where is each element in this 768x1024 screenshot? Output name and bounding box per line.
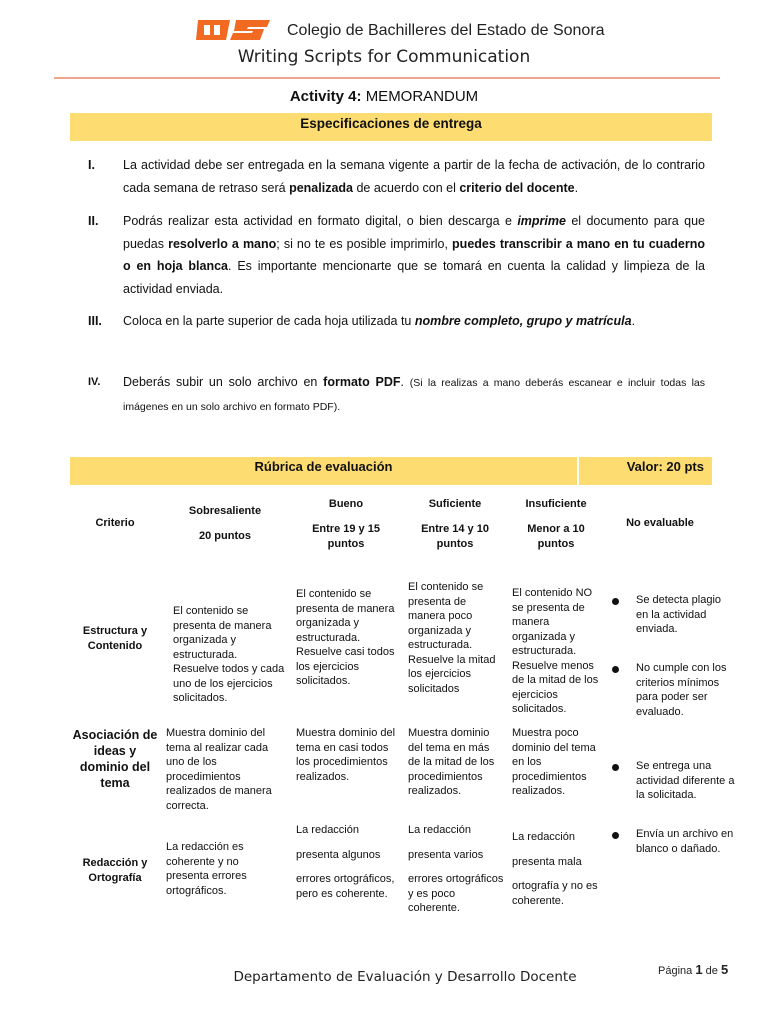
header-insuficiente bbox=[510, 497, 602, 552]
instruction-bold-italic: imprime bbox=[517, 214, 566, 228]
instruction-number: I. bbox=[88, 158, 95, 172]
instruction-number: IV. bbox=[88, 376, 101, 388]
instruction-2 bbox=[123, 210, 705, 300]
instruction-text: de acuerdo con el bbox=[353, 180, 460, 195]
no-evaluable-item bbox=[636, 593, 736, 637]
criterion-asociacion: Asociación de ideas y dominio del tema bbox=[72, 728, 158, 790]
header-level-name: Insuficiente bbox=[525, 498, 587, 510]
instruction-text: La actividad debe ser entregada en la semana vigente a partir de la fecha de activación, de lo contrario cada semana de retraso será bbox=[123, 158, 705, 195]
header-level-name: Suficiente bbox=[428, 498, 482, 510]
cell-line: La redacción bbox=[408, 824, 471, 836]
cell-redaccion-sobresaliente: La redacción es coherente y no presenta errores ortográficos. bbox=[166, 841, 247, 897]
rubric-banner-divider bbox=[577, 457, 579, 485]
header-criterio: Criterio bbox=[95, 517, 135, 529]
instruction-text: . bbox=[400, 375, 410, 389]
criterion-redaccion: Redacción y Ortografía bbox=[82, 857, 148, 884]
instruction-number: II. bbox=[88, 214, 99, 228]
bullet-icon bbox=[612, 764, 619, 771]
criterion-estructura: Estructura y Contenido bbox=[82, 625, 148, 652]
page-word: Página bbox=[658, 965, 693, 977]
cell-estructura-bueno: El contenido se presenta de manera organizada y estructurada. Resuelve casi todos los ejercicios solicitados. bbox=[296, 588, 395, 687]
cell-estructura-suficiente: El contenido se presenta de manera poco organizada y estructurada. Resuelve la mitad los ejercicios solicitados bbox=[408, 581, 496, 695]
cell-line: La redacción bbox=[512, 831, 575, 843]
no-evaluable-item bbox=[636, 759, 736, 803]
bullet-icon bbox=[612, 832, 619, 839]
cell-redaccion-suficiente bbox=[408, 823, 504, 926]
instruction-3 bbox=[123, 310, 705, 333]
header-level-name: Sobresaliente bbox=[188, 505, 262, 517]
instruction-number: III. bbox=[88, 314, 102, 328]
instruction-4 bbox=[123, 371, 705, 418]
cell-redaccion-insuficiente bbox=[512, 830, 604, 918]
header-level-points: Entre 14 y 10 puntos bbox=[421, 523, 489, 550]
page-number bbox=[658, 962, 728, 977]
no-evaluable-text: Se detecta plagio en la actividad enviada. bbox=[636, 594, 722, 635]
cell-estructura-sobresaliente: El contenido se presenta de manera organizada y estructurada. Resuelve todos y cada uno de los ejercicios solicitados. bbox=[173, 605, 285, 704]
instruction-bold: criterio del docente bbox=[459, 180, 575, 195]
instruction-text: Podrás realizar esta actividad en formato digital, o bien descarga e bbox=[123, 214, 518, 228]
course-title: Writing Scripts for Communication bbox=[237, 47, 531, 67]
rubric-value: Valor: 20 pts bbox=[626, 459, 704, 474]
instruction-bold: formato PDF bbox=[323, 375, 401, 389]
instruction-text: . bbox=[631, 314, 636, 328]
cell-line: errores ortográficos y es poco coherente. bbox=[408, 873, 504, 914]
activity-label: Activity 4: bbox=[289, 88, 362, 105]
no-evaluable-text: No cumple con los criterios mínimos para poder ser evaluado. bbox=[636, 662, 727, 718]
cell-asociacion-suficiente: Muestra dominio del tema en más de la mitad de los procedimientos realizados. bbox=[408, 727, 495, 797]
cell-line: errores ortográficos, pero es coherente. bbox=[296, 873, 395, 900]
instruction-text: el documento para que puedas bbox=[123, 214, 705, 251]
instruction-text: . Es importante mencionarte que se tomará en cuenta la calidad y limpieza de la actividad enviada. bbox=[123, 259, 706, 296]
page-current: 1 bbox=[695, 962, 703, 977]
header-sobresaliente bbox=[166, 504, 284, 544]
instruction-text: Coloca en la parte superior de cada hoja utilizada tu bbox=[123, 314, 415, 328]
page-of-word: de bbox=[705, 965, 718, 977]
footer-department: Departamento de Evaluación y Desarrollo Docente bbox=[233, 969, 577, 985]
instruction-bold-italic: nombre completo, grupo y matrícula bbox=[414, 314, 632, 328]
cell-estructura-insuficiente: El contenido NO se presenta de manera organizada y estructurada. Resuelve menos de la mitad de los ejercicios solicitados. bbox=[512, 587, 599, 715]
cell-asociacion-bueno: Muestra dominio del tema en casi todos los procedimientos realizados. bbox=[296, 727, 396, 783]
instruction-text: ; si no te es posible imprimirlo, bbox=[276, 236, 453, 251]
spec-title: Especificaciones de entrega bbox=[300, 116, 482, 131]
school-name: Colegio de Bachilleres del Estado de Sonora bbox=[287, 22, 605, 39]
cell-line: presenta varios bbox=[408, 848, 484, 861]
cell-asociacion-sobresaliente: Muestra dominio del tema al realizar cada uno de los procedimientos realizados de manera correcta. bbox=[166, 727, 272, 812]
instruction-text: . bbox=[574, 180, 579, 195]
bullet-icon bbox=[612, 598, 619, 605]
cbs-logo-mark bbox=[196, 16, 270, 44]
instruction-bold: resolverlo a mano bbox=[168, 236, 277, 251]
instruction-note: (Si la realizas a mano deberás escanear e incluir todas las imágenes en un solo archivo en formato PDF). bbox=[123, 377, 706, 413]
instruction-bold: penalizada bbox=[289, 180, 353, 195]
header-level-points: 20 puntos bbox=[199, 530, 251, 542]
cell-line: presenta algunos bbox=[296, 848, 381, 861]
header-no-evaluable: No evaluable bbox=[626, 517, 694, 529]
rubric-title: Rúbrica de evaluación bbox=[254, 459, 393, 474]
no-evaluable-text: Envía un archivo en blanco o dañado. bbox=[636, 828, 734, 855]
no-evaluable-text: Se entrega una actividad diferente a la solicitada. bbox=[636, 760, 735, 801]
cell-line: La redacción bbox=[296, 824, 359, 836]
header-level-points: Menor a 10 puntos bbox=[527, 523, 585, 550]
header-level-name: Bueno bbox=[328, 498, 364, 510]
header-suficiente bbox=[405, 497, 505, 552]
cell-asociacion-insuficiente: Muestra poco dominio del tema en los procedimientos realizados. bbox=[512, 727, 596, 797]
activity-name: MEMORANDUM bbox=[365, 88, 479, 105]
no-evaluable-item bbox=[636, 827, 736, 856]
instruction-text: Deberás subir un solo archivo en bbox=[123, 375, 324, 389]
instruction-bold: puedes transcribir a mano en tu cuaderno o en hoja blanca bbox=[123, 236, 705, 273]
header-divider bbox=[54, 77, 720, 79]
header-level-points: Entre 19 y 15 puntos bbox=[312, 523, 380, 550]
cbs-logo bbox=[196, 16, 270, 44]
no-evaluable-list bbox=[636, 0, 736, 1024]
bullet-icon bbox=[612, 666, 619, 673]
instruction-1 bbox=[123, 154, 705, 199]
header-bueno bbox=[294, 497, 398, 552]
cell-redaccion-bueno bbox=[296, 823, 396, 911]
cell-line: ortografía y no es coherente. bbox=[512, 880, 598, 907]
no-evaluable-item bbox=[636, 661, 736, 719]
page-total: 5 bbox=[720, 962, 729, 977]
cell-line: presenta mala bbox=[512, 855, 582, 868]
